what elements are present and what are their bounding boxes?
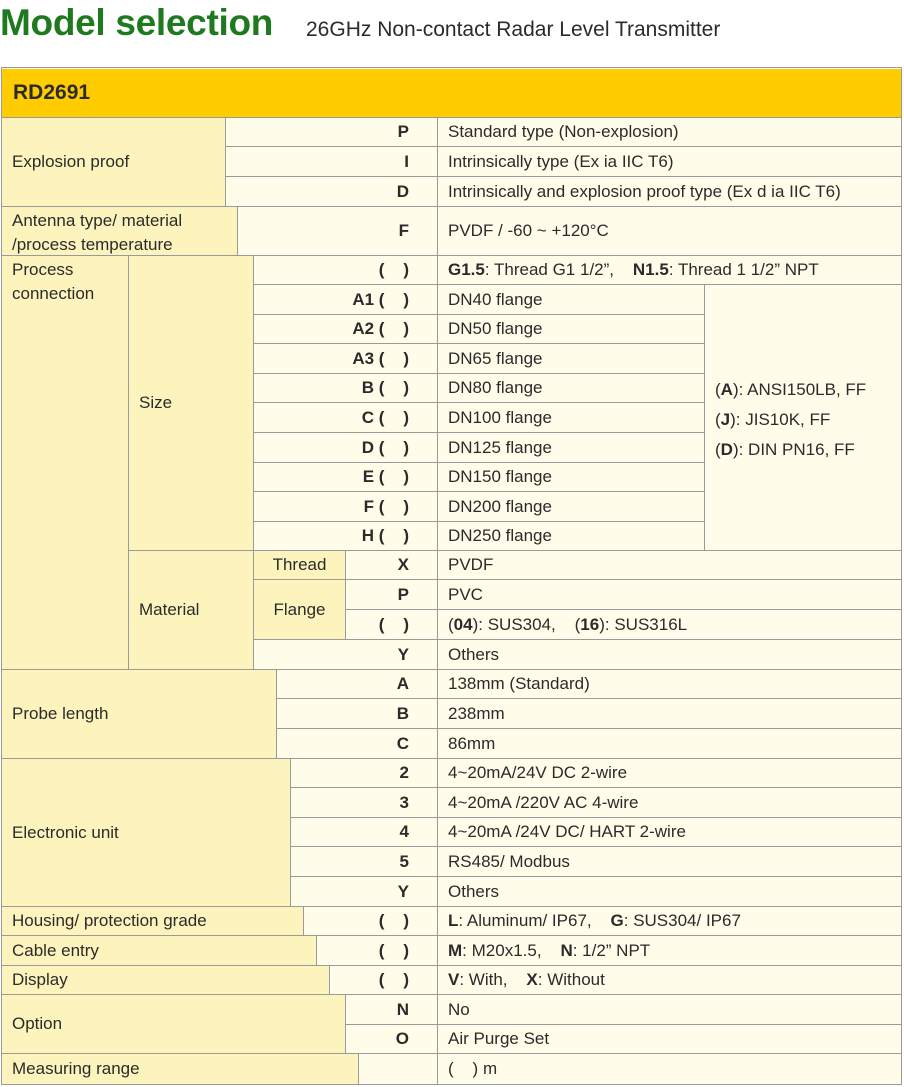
electronic-desc: 4~20mA/24V DC 2-wire [438,759,902,788]
cable-entry-label: Cable entry [2,936,317,966]
flange-size-desc: DN150 flange [438,463,705,492]
antenna-label-line1: Antenna type/ material [12,211,183,230]
flange-size-code: B ( ) [254,374,438,403]
probe-desc: 238mm [438,699,902,729]
sus304-code: 04 [453,614,473,634]
antenna-desc: PVDF / -60 ~ +120°C [438,207,902,256]
probe-code: C [277,729,438,759]
model-selection-table [1,67,902,1085]
standard-open: ( [715,410,721,429]
display-option1-code: V [448,970,460,989]
explosion-proof-label: Explosion proof [2,118,226,207]
g15-code: G1.5 [448,260,485,279]
housing-protection-code: ( ) [304,907,438,936]
probe-length-label: Probe length [2,670,277,759]
flange-size-desc: DN200 flange [438,492,705,522]
standard-open: ( [715,380,721,399]
flange-size-desc: DN50 flange [438,315,705,344]
electronic-desc: 4~20mA /24V DC/ HART 2-wire [438,818,902,847]
standard-code: J [720,410,731,429]
material-flange-desc: PVC [438,580,902,610]
display-label: Display [2,966,330,995]
probe-code: B [277,699,438,729]
probe-code: A [277,670,438,699]
model-code: RD2691 [2,69,902,118]
flange-standard-item [715,435,901,465]
flange-size-desc: DN250 flange [438,522,705,551]
electronic-code: 5 [291,847,438,877]
material-thread-desc: PVDF [438,551,902,580]
display-desc [438,966,902,995]
page-subtitle: 26GHz Non-contact Radar Level Transmitter [306,18,721,41]
size-label: Size [129,256,254,551]
standard-code: A [720,380,733,399]
material-other-code: Y [254,640,438,670]
flange-standard-item [715,405,901,435]
housing-protection-option1-code: L [448,911,459,930]
standard-text: ): DIN PN16, FF [732,440,855,459]
display-option1-text: : With, [459,970,527,989]
flange-size-code: H ( ) [254,522,438,551]
n15-code: N1.5 [632,260,669,279]
probe-desc: 138mm (Standard) [438,670,902,699]
flange-size-code: E ( ) [254,463,438,492]
sus316-code: 16 [580,614,600,634]
antenna-label-line2: /process temperature [12,235,173,254]
material-flange-metal-code: ( ) [346,610,438,640]
electronic-desc: Others [438,877,902,907]
flange-standard-item [715,375,901,405]
explosion-code: P [226,118,438,147]
standard-code: D [720,440,733,459]
explosion-code: I [226,147,438,177]
material-flange-code: P [346,580,438,610]
cable-entry-option1-code: M [448,940,463,960]
cable-entry-code: ( ) [317,936,438,966]
display-code: ( ) [330,966,438,995]
g15-text: : Thread G1 1/2”, [484,260,633,279]
antenna-label [2,207,238,256]
explosion-desc: Intrinsically and explosion proof type (Ex d ia IIC T6) [438,177,902,207]
display-option2-text: : Without [537,970,605,989]
electronic-code: 2 [291,759,438,788]
material-thread-code: X [346,551,438,580]
sus304-open: ( [448,614,454,634]
n15-text: : Thread 1 1/2” NPT [668,260,819,279]
flange-size-desc: DN40 flange [438,285,705,315]
flange-size-desc: DN125 flange [438,433,705,463]
flange-size-desc: DN100 flange [438,403,705,433]
flange-size-code: A1 ( ) [254,285,438,315]
flange-standards [705,285,902,551]
explosion-desc: Standard type (Non-explosion) [438,118,902,147]
flange-size-code: D ( ) [254,433,438,463]
cable-entry-desc [438,936,902,966]
housing-protection-option1-text: : Aluminum/ IP67, [458,911,611,930]
electronic-code: 3 [291,788,438,818]
standard-text: ): JIS10K, FF [730,410,831,429]
electronic-code: 4 [291,818,438,847]
sus304-text: ): SUS304, ( [472,614,581,634]
option-desc: No [438,995,902,1025]
flange-size-code: A2 ( ) [254,315,438,344]
housing-protection-option2-code: G [610,911,624,930]
process-connection-label-line1: Process [12,260,74,279]
measuring-range-desc: ( ) m [438,1054,902,1085]
option-label: Option [2,995,346,1054]
material-other-desc: Others [438,640,902,670]
cable-entry-option1-text: : M20x1.5, [462,940,561,960]
cable-entry-option2-code: N [560,940,573,960]
material-flange-metal-desc [438,610,902,640]
measuring-range-code [359,1054,438,1085]
antenna-code: F [238,207,438,256]
explosion-code: D [226,177,438,207]
electronic-code: Y [291,877,438,907]
thread-label: Thread [254,551,346,580]
probe-desc: 86mm [438,729,902,759]
cable-entry-option2-text: : 1/2” NPT [572,940,651,960]
housing-protection-option2-text: : SUS304/ IP67 [623,911,741,930]
flange-label: Flange [254,580,346,640]
electronic-desc: RS485/ Modbus [438,847,902,877]
electronic-desc: 4~20mA /220V AC 4-wire [438,788,902,818]
option-code: O [346,1025,438,1054]
standard-open: ( [715,440,721,459]
flange-size-desc: DN80 flange [438,374,705,403]
option-desc: Air Purge Set [438,1025,902,1054]
measuring-range-label: Measuring range [2,1054,359,1085]
housing-protection-label: Housing/ protection grade [2,907,304,936]
standard-text: ): ANSI150LB, FF [732,380,867,399]
material-label: Material [129,551,254,670]
flange-size-code: C ( ) [254,403,438,433]
process-connection-label [2,256,129,670]
page-title: Model selection [0,2,274,43]
process-connection-label-line2: connection [12,284,95,303]
option-code: N [346,995,438,1025]
electronic-unit-label: Electronic unit [2,759,291,907]
flange-size-code: F ( ) [254,492,438,522]
housing-protection-desc [438,907,902,936]
flange-size-code: A3 ( ) [254,344,438,374]
thread-size-desc [438,256,902,285]
thread-size-code: ( ) [254,256,438,285]
explosion-desc: Intrinsically type (Ex ia IIC T6) [438,147,902,177]
display-option2-code: X [526,970,538,989]
sus316-text: ): SUS316L [599,614,688,634]
flange-size-desc: DN65 flange [438,344,705,374]
